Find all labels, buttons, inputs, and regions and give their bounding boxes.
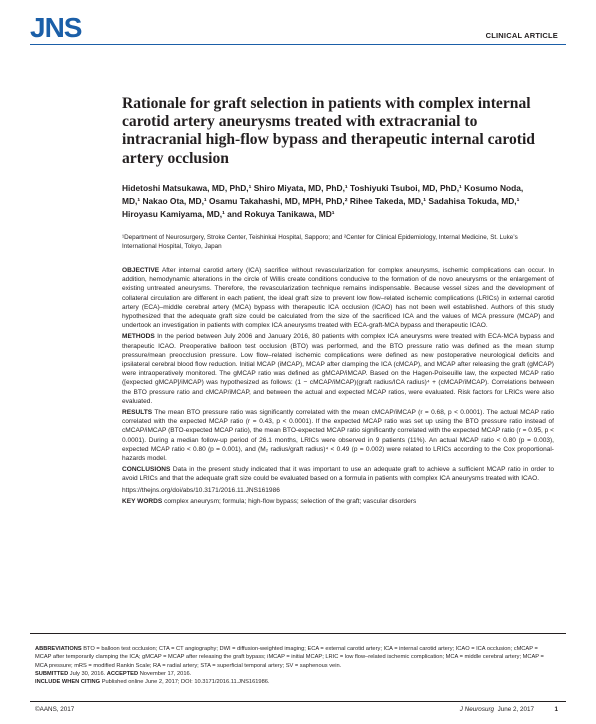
abstract-conclusions xyxy=(122,465,554,483)
article-category: CLINICAL ARTICLE xyxy=(485,31,558,40)
results-heading: RESULTS xyxy=(122,409,153,417)
abstract-results xyxy=(122,408,554,463)
methods-heading: METHODS xyxy=(122,333,155,341)
objective-text: After internal carotid artery (ICA) sacrifice without revascularization for complex aneurysms, ischemic complications can occur. In addition, hemodynamic alterations in the circle of Willis create conditions conducive to the formation of de novo aneurysms or the enlargement of existing untreated aneurysms. Therefore, the revascularization technique remains indispensable. Because vessel sizes and the development of collateral circulation are different in each patient, the ideal graft size to prevent low flow–related ischemic complications (LRICs) in external carotid artery (ECA)–middle cerebral artery (MCA) bypass with therapeutic ICA occlusion (ICAO) has not been well established. Authors of this study hypothesized that the adequate graft size could be calculated from the size of the sacrificed ICA and the values of MCA pressure (MCAP) and undertook an investigation in patients with complex ICA aneurysms treated with ECA-graft-MCA bypass and therapeutic ICAO. xyxy=(122,267,554,330)
objective-heading: OBJECTIVE xyxy=(122,267,160,274)
conclusions-heading: CONCLUSIONS xyxy=(122,466,171,474)
methods-text: In the period between July 2006 and January 2016, 80 patients with complex ICA aneurysms were treated with ECA-MCA bypass and therapeutic ICAO. Preoperative balloon test occlusion (BTO) was performed, and the BTO pressure ratio was defined as the mean stump pressure/mean preocclusion pressure. Low flow–related ischemic complications were defined as new postoperative neurological deficits and ipsilateral cerebral blood flow reduction. Initial MCAP (iMCAP), MCAP after clamping the ICA (cMCAP), and MCAP after releasing the graft (gMCAP) were intraoperatively monitored. The gMCAP ratio was defined as gMCAP/iMCAP. Based on the Hagen-Poiseuille law, the expected MCAP ratio ([expected gMCAP]/iMCAP) was hypothesized as follows: (1 − cMCAP/iMCAP)(graft radius/ICA radius)⁴ + (cMCAP/iMCAP). Correlations between the BTO pressure ratio and cMCAP/iMCAP, and between the actual and expected MCAP ratios, were evaluated. Risk factors for LRICs were also evaluated. xyxy=(122,333,554,405)
article-notes xyxy=(35,645,555,686)
keywords-text: complex aneurysm; formula; high-flow bypass; selection of the graft; vascular disorders xyxy=(164,497,417,505)
header-rule xyxy=(30,44,566,45)
accepted-date: November 17, 2016. xyxy=(139,670,192,677)
journal-citation xyxy=(460,706,534,713)
journal-date: June 2, 2017 xyxy=(497,706,534,713)
article-title: Rationale for graft selection in patients with complex internal carotid artery aneurysms treated with extracranial to intracranial high-flow bypass and therapeutic internal carotid artery occlusion xyxy=(122,95,535,167)
abbreviations xyxy=(35,645,555,670)
keywords xyxy=(122,497,554,506)
affiliations: ¹Department of Neurosurgery, Stroke Center, Teishinkai Hospital, Sapporo; and ²Center for Clinical Epidemiology, Internal Medicine, St. Luke’s International Hospital, Tokyo, Japan xyxy=(122,234,518,251)
submission-dates xyxy=(35,670,555,678)
notes-top-rule xyxy=(30,633,566,634)
abstract-objective xyxy=(122,266,554,330)
submitted-date: July 30, 2016. xyxy=(69,670,106,677)
author-list: Hidetoshi Matsukawa, MD, PhD,¹ Shiro Miyata, MD, PhD,¹ Toshiyuki Tsuboi, MD, PhD,¹ Kosumo Noda, MD,¹ Nakao Ota, MD,¹ Osamu Takahashi, MD, MPH, PhD,² Rihee Takeda, MD,¹ Sadahisa Tokuda, MD,¹ Hiroyasu Kamiyama, MD,¹ and Rokuya Tanikawa, MD¹ xyxy=(122,183,524,219)
page-number: 1 xyxy=(554,706,558,713)
abstract-methods xyxy=(122,332,554,406)
journal-logo: JNS xyxy=(30,12,82,43)
conclusions-text: Data in the present study indicated that it was important to use an adequate graft to achieve a sufficient MCAP ratio in order to avoid LRICs and that the adequate graft size could be evaluated based on a formula in patients with complex ICA aneurysms treated with ICAO. xyxy=(122,466,554,483)
citing-heading: INCLUDE WHEN CITING xyxy=(35,679,101,686)
keywords-heading: KEY WORDS xyxy=(122,497,163,505)
footer-rule xyxy=(30,701,566,702)
abbreviations-text: BTO = balloon test occlusion; CTA = CT angiography; DWI = diffusion-weighted imaging; ECA = external carotid artery; ICA = internal carotid artery; ICAO = ICA occlusion; cMCAP = MCAP after temporarily clamping the ICA; gMCAP = MCAP after releasing the graft bypass; iMCAP = initial MCAP; LRIC = low flow–related ischemic complication; MCA = middle cerebral artery; MCAP = MCA pressure; mRS = modified Rankin Scale; RA = radial artery; STA = superficial temporal artery; SV = saphenous vein. xyxy=(35,646,544,669)
copyright: ©AANS, 2017 xyxy=(35,706,75,713)
abstract xyxy=(122,266,554,508)
citation-info xyxy=(35,678,555,686)
results-text: The mean BTO pressure ratio was significantly correlated with the mean cMCAP/iMCAP (r = 0.68, p < 0.0001). The actual MCAP ratio correlated with the expected MCAP ratio (r = 0.43, p < 0.0001). If the expected MCAP ratio was set up using the BTO pressure ratio instead of cMCAP/iMCAP (BTO-expected MCAP ratio), the mean BTO-expected MCAP ratio significantly correlated with the expected MCAP ratio (r = 0.95, p < 0.0001). During a median follow-up period of 26.1 months, LRICs were observed in 9 patients (11%). An actual MCAP ratio < 0.80 (p = 0.003), expected MCAP ratio < 0.80 (p = 0.001), and (M₂ radius/graft radius)⁴ < 0.49 (p = 0.002) were related to LRICs according to the Cox proportional-hazards model. xyxy=(122,409,555,463)
citing-text: Published online June 2, 2017; DOI: 10.3171/2016.11.JNS161986. xyxy=(101,679,270,686)
doi-link[interactable]: https://thejns.org/doi/abs/10.3171/2016.11.JNS161986 xyxy=(122,486,280,494)
accepted-heading: ACCEPTED xyxy=(106,670,139,677)
submitted-heading: SUBMITTED xyxy=(35,670,69,677)
journal-name: J Neurosurg xyxy=(459,706,495,713)
abbreviations-heading: ABBREVIATIONS xyxy=(35,646,82,652)
